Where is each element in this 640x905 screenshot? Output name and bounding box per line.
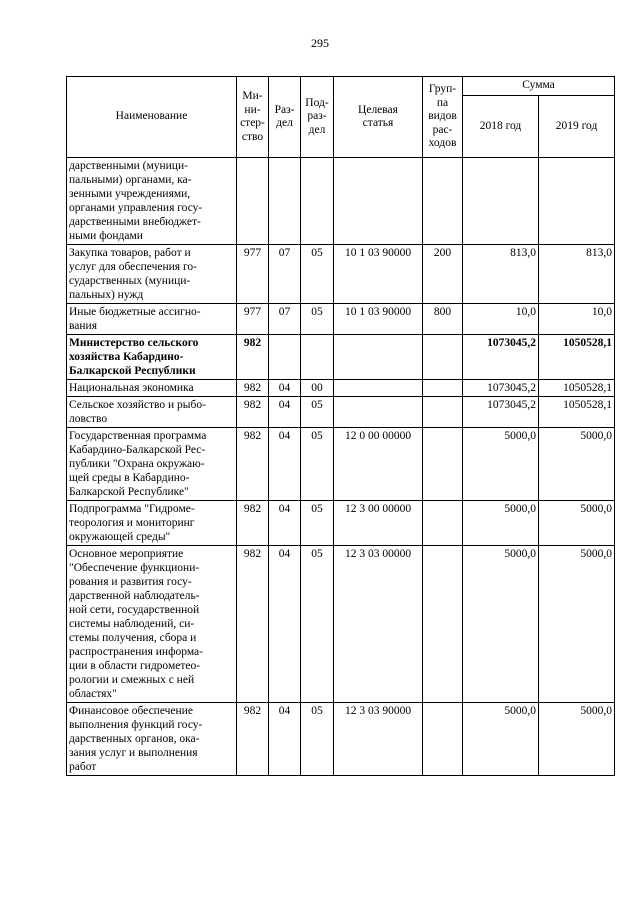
cell-sum-2018: 5000,0 (463, 703, 539, 776)
table-row (67, 380, 615, 397)
cell-ministry: 982 (237, 397, 269, 428)
cell-group-types: 800 (423, 304, 463, 335)
cell-sum-2018: 1073045,2 (463, 397, 539, 428)
cell-ministry: 977 (237, 245, 269, 304)
cell-target-article: 10 1 03 90000 (334, 304, 423, 335)
cell-podrazdel: 05 (301, 546, 334, 703)
cell-group-types (423, 397, 463, 428)
cell-group-types (423, 546, 463, 703)
cell-sum-2019 (539, 158, 615, 245)
cell-podrazdel (301, 158, 334, 245)
cell-sum-2019: 1050528,1 (539, 335, 615, 380)
cell-target-article: 12 3 03 90000 (334, 703, 423, 776)
cell-sum-2018 (463, 158, 539, 245)
cell-razdel (269, 158, 301, 245)
cell-sum-2018: 1073045,2 (463, 380, 539, 397)
cell-ministry: 977 (237, 304, 269, 335)
cell-target-article: 12 0 00 00000 (334, 428, 423, 501)
cell-target-article: 10 1 03 90000 (334, 245, 423, 304)
table-row (67, 158, 615, 245)
cell-sum-2019: 813,0 (539, 245, 615, 304)
cell-name: Национальная экономика (67, 380, 237, 397)
cell-sum-2019: 5000,0 (539, 501, 615, 546)
cell-sum-2018: 1073045,2 (463, 335, 539, 380)
cell-ministry (237, 158, 269, 245)
cell-name: Финансовое обеспечение выполнения функций госу- дарственных органов, ока- зания услуг и выполнения работ (67, 703, 237, 776)
cell-podrazdel (301, 335, 334, 380)
cell-name: Подпрограмма "Гидроме- теорология и мониторинг окружающей среды" (67, 501, 237, 546)
table-row (67, 546, 615, 703)
cell-name: Закупка товаров, работ и услуг для обеспечения го- сударственных (муници- пальных) нужд (67, 245, 237, 304)
header-group-types: Груп- па видов рас- ходов (423, 77, 463, 158)
cell-group-types (423, 501, 463, 546)
cell-ministry: 982 (237, 335, 269, 380)
header-year-2019: 2019 год (539, 96, 615, 158)
cell-group-types (423, 158, 463, 245)
cell-podrazdel: 00 (301, 380, 334, 397)
cell-name: Иные бюджетные ассигно- вания (67, 304, 237, 335)
cell-name: Сельское хозяйство и рыбо- ловство (67, 397, 237, 428)
table-row (67, 501, 615, 546)
cell-razdel: 04 (269, 397, 301, 428)
table-row (67, 428, 615, 501)
cell-target-article (334, 158, 423, 245)
header-year-2018: 2018 год (463, 96, 539, 158)
table-row (67, 304, 615, 335)
cell-name: дарственными (муници- пальными) органами, ка- зенными учреждениями, органами управления госу- дарственными внебюджет- ными фондами (67, 158, 237, 245)
cell-podrazdel: 05 (301, 703, 334, 776)
header-razdel: Раз- дел (269, 77, 301, 158)
cell-sum-2019: 5000,0 (539, 428, 615, 501)
cell-podrazdel: 05 (301, 428, 334, 501)
header-podrazdel: Под- раз- дел (301, 77, 334, 158)
cell-target-article (334, 380, 423, 397)
cell-target-article: 12 3 03 00000 (334, 546, 423, 703)
table-row (67, 335, 615, 380)
cell-sum-2018: 5000,0 (463, 428, 539, 501)
header-sum: Сумма (463, 77, 615, 96)
cell-group-types: 200 (423, 245, 463, 304)
cell-ministry: 982 (237, 501, 269, 546)
cell-target-article: 12 3 00 00000 (334, 501, 423, 546)
cell-podrazdel: 05 (301, 397, 334, 428)
cell-name: Министерство сельского хозяйства Кабардино- Балкарской Республики (67, 335, 237, 380)
cell-ministry: 982 (237, 703, 269, 776)
cell-target-article (334, 335, 423, 380)
table-row (67, 245, 615, 304)
cell-podrazdel: 05 (301, 501, 334, 546)
cell-group-types (423, 380, 463, 397)
cell-name: Государственная программа Кабардино-Балкарской Рес- публики "Охрана окружаю- щей среды в Кабардино- Балкарской Республике" (67, 428, 237, 501)
cell-sum-2019: 10,0 (539, 304, 615, 335)
cell-razdel: 04 (269, 380, 301, 397)
table-row (67, 703, 615, 776)
budget-table (66, 76, 615, 776)
cell-sum-2019: 1050528,1 (539, 380, 615, 397)
cell-podrazdel: 05 (301, 304, 334, 335)
header-name: Наименование (67, 77, 237, 158)
page-number: 295 (311, 36, 329, 50)
cell-ministry: 982 (237, 380, 269, 397)
cell-name: Основное мероприятие "Обеспечение функциони- рования и развития госу- дарственной наблюдатель- ной сети, государственной системы наблюдений, си- стемы получения, сбора и распространения информа- ции в области гидрометео- рологии и смежных с ней областях" (67, 546, 237, 703)
cell-razdel: 04 (269, 703, 301, 776)
cell-group-types (423, 335, 463, 380)
header-target-article: Целевая статья (334, 77, 423, 158)
cell-razdel: 04 (269, 546, 301, 703)
cell-razdel: 04 (269, 428, 301, 501)
cell-sum-2019: 5000,0 (539, 546, 615, 703)
cell-sum-2018: 813,0 (463, 245, 539, 304)
cell-razdel (269, 335, 301, 380)
cell-sum-2018: 10,0 (463, 304, 539, 335)
cell-podrazdel: 05 (301, 245, 334, 304)
cell-ministry: 982 (237, 428, 269, 501)
table-body (67, 158, 615, 776)
cell-sum-2019: 1050528,1 (539, 397, 615, 428)
table-row (67, 397, 615, 428)
cell-razdel: 07 (269, 245, 301, 304)
cell-ministry: 982 (237, 546, 269, 703)
cell-sum-2018: 5000,0 (463, 546, 539, 703)
cell-razdel: 04 (269, 501, 301, 546)
header-ministry: Ми- ни- стер- ство (237, 77, 269, 158)
cell-target-article (334, 397, 423, 428)
cell-razdel: 07 (269, 304, 301, 335)
cell-group-types (423, 428, 463, 501)
cell-sum-2019: 5000,0 (539, 703, 615, 776)
cell-sum-2018: 5000,0 (463, 501, 539, 546)
cell-group-types (423, 703, 463, 776)
